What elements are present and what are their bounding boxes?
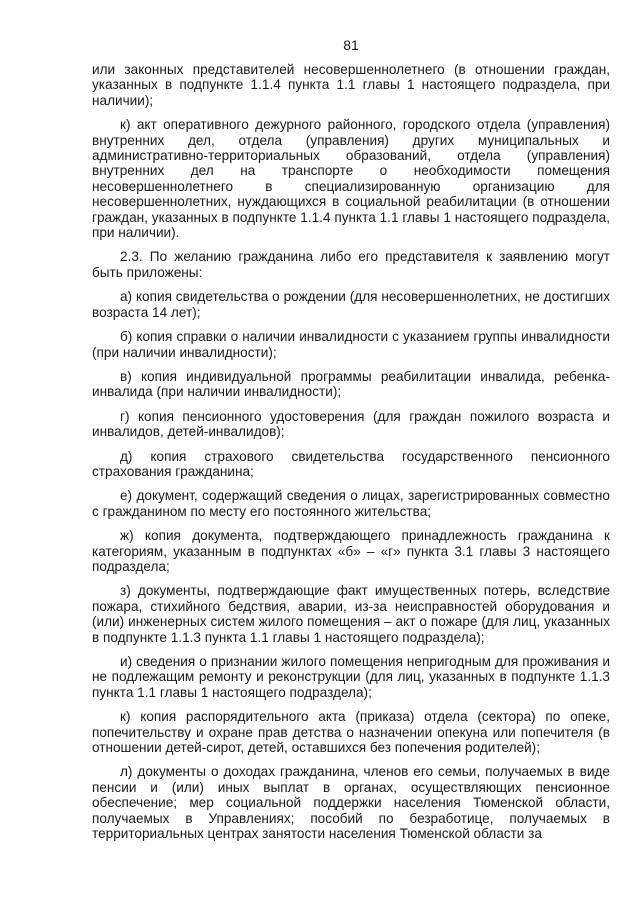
paragraph-item-k-act: к) акт оперативного дежурного районного, городского отдела (управления) внутренних дел, отдела (управления) других муниципальных и административно-территориальных образований, отдела (управления) внутренних дел на транспорте о необходимости помещения несовершеннолетнего в специализированную организацию для несовершеннолетних, нуждающихся в социальной реабилитации (в отношении граждан, указанных в подпункте 1.1.4 пункта 1.1 главы 1 настоящего подраздела, при наличии). bbox=[92, 117, 610, 241]
paragraph-item-g: г) копия пенсионного удостоверения (для граждан пожилого возраста и инвалидов, детей-инвалидов); bbox=[92, 408, 610, 440]
paragraph-item-a: а) копия свидетельства о рождении (для несовершеннолетних, не достигших возраста 14 лет); bbox=[92, 289, 610, 320]
paragraph-item-i: и) сведения о признании жилого помещения непригодным для проживания и не подлежащим ремонту и реконструкции (для лиц, указанных в подпункте 1.1.3 пункта 1.1 главы 1 настоящего подраздела); bbox=[92, 654, 610, 700]
paragraph-item-b: б) копия справки о наличии инвалидности с указанием группы инвалидности (при наличии инвалидности); bbox=[92, 329, 610, 360]
paragraph-item-zh: ж) копия документа, подтверждающего принадлежность гражданина к категориям, указанным в подпунктах «б» – «г» пункта 3.1 главы 3 настоящего подраздела; bbox=[92, 528, 610, 574]
paragraph-item-z: з) документы, подтверждающие факт имущественных потерь, вследствие пожара, стихийного бедствия, аварии, из-за неисправностей оборудования и (или) инженерных систем жилого помещения – акт о пожаре (для лиц, указанных в подпункте 1.1.3 пункта 1.1 главы 1 настоящего подраздела); bbox=[92, 583, 610, 645]
paragraph-section-2-3: 2.3. По желанию гражданина либо его представителя к заявлению могут быть приложены: bbox=[92, 249, 610, 280]
paragraph-item-e: е) документ, содержащий сведения о лицах, зарегистрированных совместно с гражданином по месту его постоянного жительства; bbox=[92, 488, 610, 519]
paragraph-item-v: в) копия индивидуальной программы реабилитации инвалида, ребенка-инвалида (при наличии инвалидности); bbox=[92, 368, 610, 400]
paragraph-item-k-copy: к) копия распорядительного акта (приказа) отдела (сектора) по опеке, попечительству и охране прав детства о назначении опекуна или попечителя (в отношении детей-сирот, детей, оставшихся без попечения родителей); bbox=[92, 709, 610, 756]
paragraph-item-l: л) документы о доходах гражданина, членов его семьи, получаемых в виде пенсии и (или) иных выплат в органах, осуществляющих пенсионное обеспечение; мер социальной поддержки населения Тюменской области, получаемых в Управлениях; пособий по безработице, получаемых в территориальных центрах занятости населения Тюменской области за bbox=[92, 764, 610, 842]
paragraph-item-d: д) копия страхового свидетельства государственного пенсионного страхования гражданина; bbox=[92, 448, 610, 479]
paragraph-continuation: или законных представителей несовершеннолетнего (в отношении граждан, указанных в подпункте 1.1.4 пункта 1.1 главы 1 настоящего подраздела, при наличии); bbox=[92, 62, 610, 108]
page-number: 81 bbox=[343, 37, 359, 53]
